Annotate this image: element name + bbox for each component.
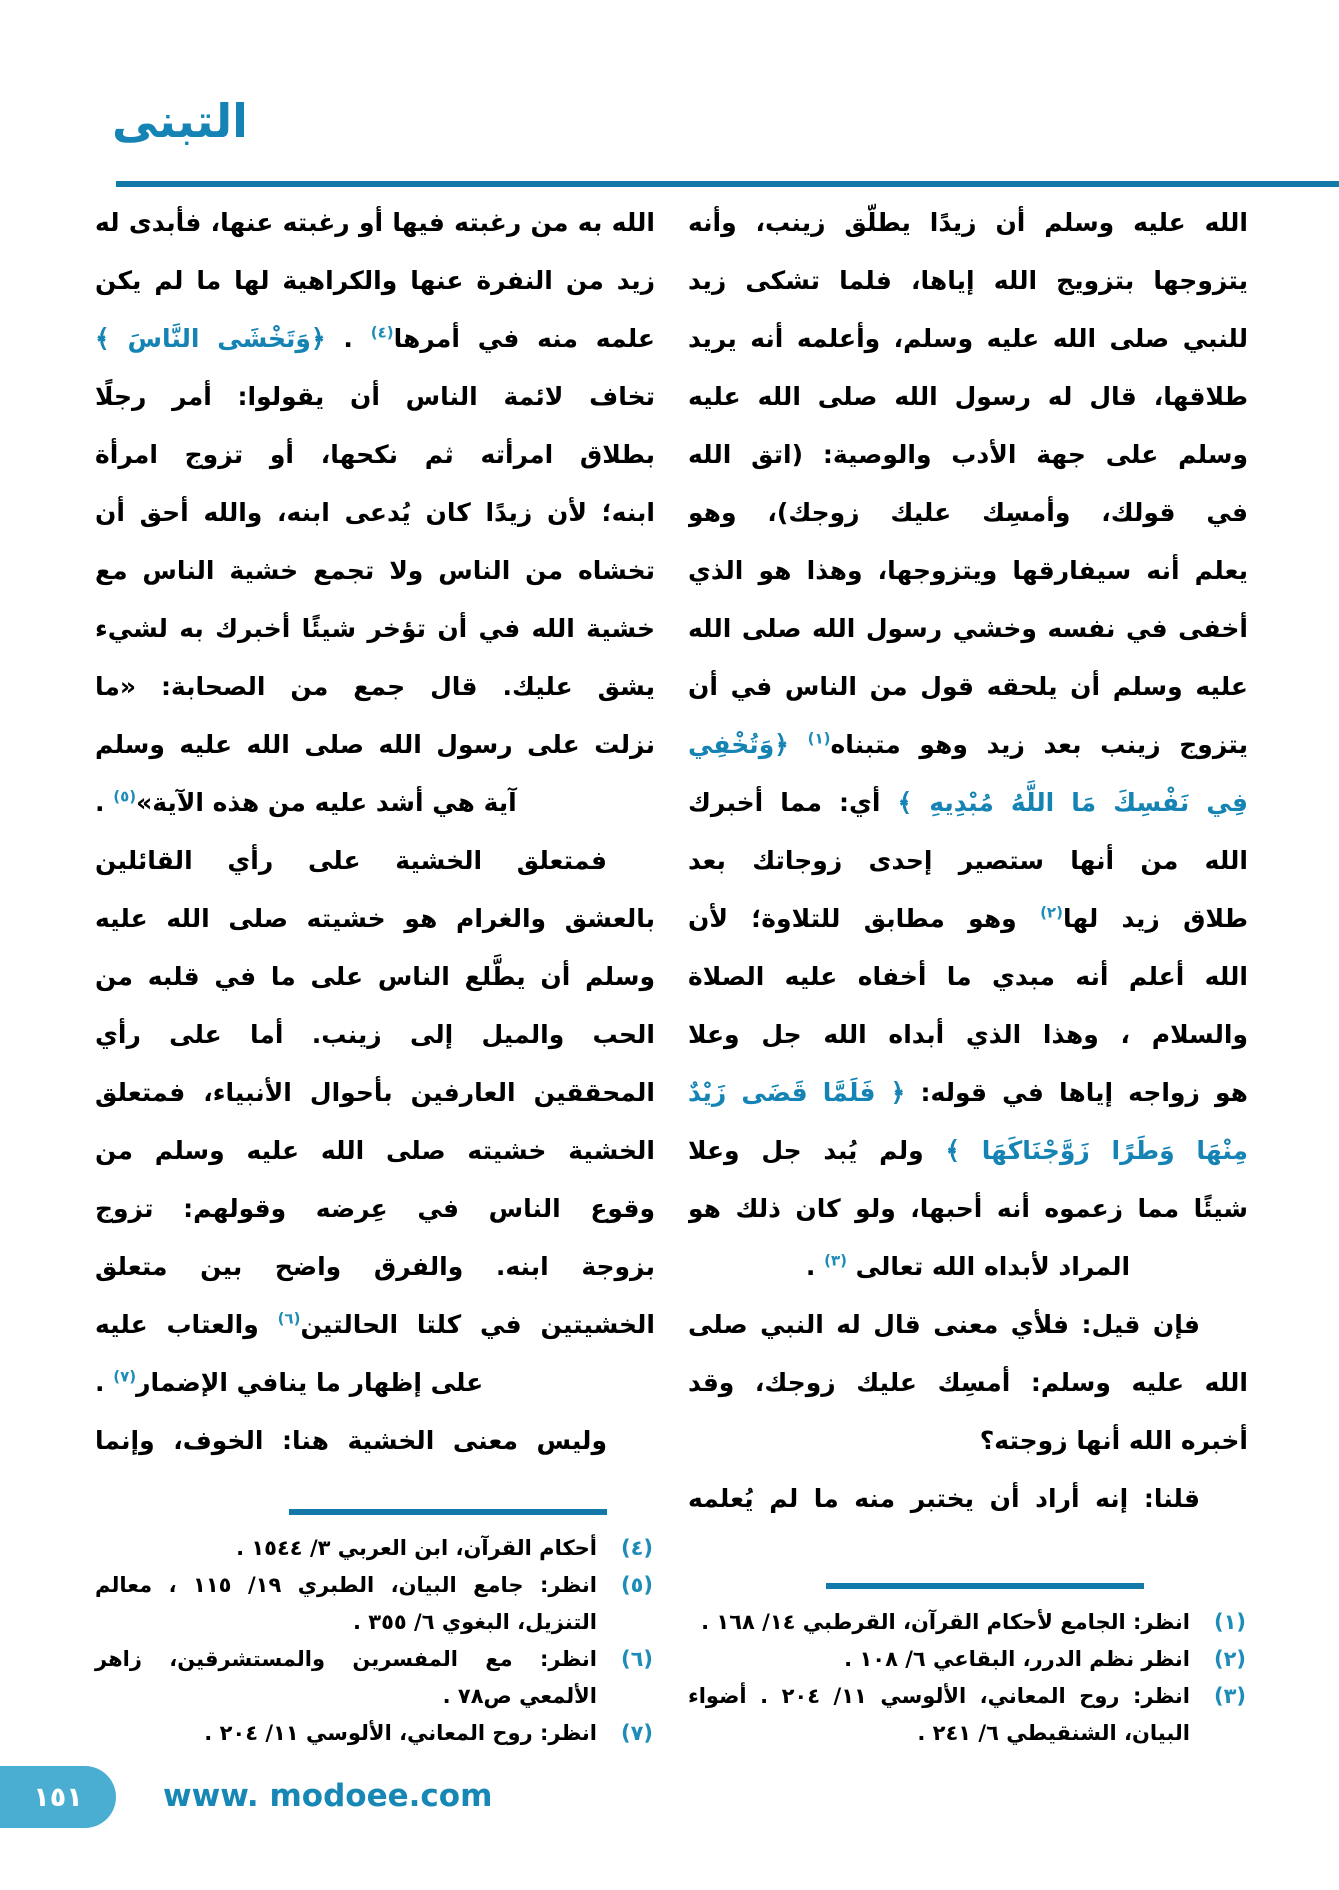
text-line	[95, 716, 655, 774]
body-text: هو زواجه إياها في قوله:	[905, 1078, 1248, 1107]
body-text: الله من أنها ستصير إحدى زوجاتك بعد	[688, 846, 1248, 875]
text-line	[95, 310, 655, 368]
body-text: وسلم أن يطَّلع الناس على ما في قلبه من	[95, 962, 655, 991]
footnote-number: (٥)	[620, 1573, 653, 1597]
footnote-ref: (٢)	[1040, 903, 1063, 922]
body-text: .	[95, 788, 114, 817]
text-line	[95, 1180, 655, 1238]
footnote-separator	[826, 1583, 1144, 1589]
footnote-entry	[95, 1567, 655, 1641]
body-text: أخفى في نفسه وخشي رسول الله صلى الله	[688, 614, 1248, 643]
text-line	[688, 426, 1248, 484]
body-text: على إظهار ما ينافي الإضمار	[136, 1368, 484, 1397]
body-text: وهو مطابق للتلاوة؛ لأن	[688, 904, 1041, 933]
body-text: خشية الله في أن تؤخر شيئًا أخبرك به لشيء	[95, 614, 655, 643]
body-text: والسلام ، وهذا الذي أبداه الله جل وعلا	[688, 1020, 1248, 1049]
footnote-separator	[289, 1509, 607, 1515]
text-line	[95, 1006, 655, 1064]
text-line	[688, 1412, 1248, 1470]
body-text: بزوجة ابنه. والفرق واضح بين متعلق	[95, 1252, 655, 1281]
footnote-text: انظر: مع المفسرين والمستشرقين، زاهر الألمعي ص٧٨ .	[95, 1647, 597, 1708]
text-line	[688, 1180, 1248, 1238]
text-line	[688, 1470, 1248, 1528]
text-line	[688, 1064, 1248, 1122]
text-line	[95, 542, 655, 600]
body-text	[789, 730, 808, 759]
text-line	[95, 1354, 655, 1412]
footnote-text: انظر: روح المعاني، الألوسي ١١/ ٢٠٤ . أضواء البيان، الشنقيطي ٦/ ٢٤١ .	[688, 1684, 1190, 1745]
body-text: المحققين العارفين بأحوال الأنبياء، فمتعلق	[95, 1078, 655, 1107]
body-text: الخشيتين في كلتا الحالتين	[300, 1310, 655, 1339]
column-right-footnotes	[688, 1583, 1248, 1752]
text-line	[688, 310, 1248, 368]
text-line	[95, 1122, 655, 1180]
body-text: أي: مما أخبرك	[688, 788, 898, 817]
body-text: الله عليه وسلم أن زيدًا يطلّق زينب، وأنه	[688, 208, 1248, 237]
footnote-text: أحكام القرآن، ابن العربي ٣/ ١٥٤٤ .	[236, 1536, 597, 1560]
text-line	[95, 774, 655, 832]
text-line	[688, 774, 1248, 832]
text-line	[95, 948, 655, 1006]
text-line	[95, 1412, 655, 1470]
footnote-number: (٣)	[1213, 1684, 1246, 1708]
text-line	[688, 658, 1248, 716]
footnote-entry	[95, 1715, 655, 1752]
page-number: ١٥١	[33, 1781, 83, 1813]
body-text: أخبره الله أنها زوجته؟	[979, 1426, 1248, 1455]
text-line	[95, 1296, 655, 1354]
text-line	[95, 658, 655, 716]
footnote-ref: (٣)	[824, 1251, 847, 1270]
body-text: في قولك، وأمسِك عليك زوجك)، وهو	[688, 498, 1248, 527]
body-text: شيئًا مما زعموه أنه أحبها، ولو كان ذلك هو	[688, 1194, 1248, 1223]
text-line	[95, 600, 655, 658]
text-line	[95, 1238, 655, 1296]
body-text: عليه وسلم أن يلحقه قول من الناس في أن	[688, 672, 1248, 701]
body-text: والعتاب عليه	[95, 1310, 278, 1339]
footnote-ref: (٦)	[277, 1309, 301, 1328]
quran-quote: مِنْهَا وَطَرًا زَوَّجْنَاكَهَا ﴾	[945, 1136, 1248, 1165]
text-line	[95, 832, 655, 890]
footnote-ref: (٥)	[113, 787, 137, 806]
column-left-body	[95, 194, 655, 1470]
text-line	[688, 948, 1248, 1006]
body-text: تخشاه من الناس ولا تجمع خشية الناس مع	[95, 556, 655, 585]
column-right	[688, 194, 1248, 1752]
body-text: تخاف لائمة الناس أن يقولوا: أمر رجلًا	[95, 382, 655, 411]
body-text: المراد لأبداه الله تعالى	[846, 1252, 1131, 1281]
body-text: الله به من رغبته فيها أو رغبته عنها، فأبدى له	[95, 208, 655, 237]
body-text: فإن قيل: فلأي معنى قال له النبي صلى	[688, 1310, 1200, 1339]
body-text: طلاق زيد لها	[1062, 904, 1248, 933]
website-url: www. modoee.com	[163, 1778, 493, 1814]
text-line	[688, 600, 1248, 658]
quran-quote: ﴿ فَلَمَّا قَضَى زَيْدٌ	[688, 1078, 906, 1107]
text-line	[688, 194, 1248, 252]
text-line	[95, 252, 655, 310]
footnote-number: (٢)	[1213, 1647, 1246, 1671]
footnote-entry	[688, 1641, 1248, 1678]
quran-quote: ﴿وَتُخْفِي	[688, 730, 789, 759]
body-text: للنبي صلى الله عليه وسلم، وأعلمه أنه يريد	[688, 324, 1248, 353]
body-text: يتزوجها بتزويج الله إياها، فلما تشكى زيد	[688, 266, 1248, 295]
text-line	[688, 484, 1248, 542]
body-text: الخشية خشيته صلى الله عليه وسلم من	[95, 1136, 655, 1165]
footnote-number: (١)	[1213, 1610, 1246, 1634]
text-line	[688, 1122, 1248, 1180]
body-text: الحب والميل إلى زينب. أما على رأي	[95, 1020, 655, 1049]
text-line	[688, 368, 1248, 426]
footnote-entry	[95, 1530, 655, 1567]
footnote-ref: (٧)	[113, 1367, 137, 1386]
footnote-number: (٤)	[620, 1536, 653, 1560]
footnote-entry	[95, 1641, 655, 1715]
body-text: بطلاق امرأته ثم نكحها، أو تزوج امرأة	[95, 440, 655, 469]
body-text: علمه منه في أمرها	[393, 324, 655, 353]
footnote-entry	[688, 1604, 1248, 1641]
body-text: يتزوج زينب بعد زيد وهو متبناه	[830, 730, 1248, 759]
page-header-title: التبنى	[112, 94, 248, 148]
body-text: ولم يُبد جل وعلا	[688, 1136, 946, 1165]
header-rule	[116, 181, 1339, 187]
footnote-text: انظر: الجامع لأحكام القرآن، القرطبي ١٤/ ١٦٨ .	[701, 1610, 1190, 1634]
text-line	[688, 1238, 1248, 1296]
quran-quote: ﴿وَتَخْشَى النَّاسَ ﴾	[95, 324, 326, 353]
footnote-ref: (١)	[807, 729, 831, 748]
body-text: زيد من النفرة عنها والكراهية لها ما لم يكن	[95, 266, 655, 295]
text-line	[95, 1064, 655, 1122]
quran-quote: فِي نَفْسِكَ مَا اللَّهُ مُبْدِيهِ ﴾	[897, 788, 1248, 817]
text-line	[95, 194, 655, 252]
footnote-text: انظر: روح المعاني، الألوسي ١١/ ٢٠٤ .	[204, 1721, 597, 1745]
body-text: ابنه؛ لأن زيدًا كان يُدعى ابنه، والله أحق أن	[95, 498, 655, 527]
column-left	[95, 194, 655, 1752]
body-text: آية هي أشد عليه من هذه الآية»	[136, 788, 517, 817]
footnote-number: (٦)	[620, 1647, 653, 1671]
body-text: طلاقها، قال له رسول الله صلى الله عليه	[688, 382, 1248, 411]
body-text: .	[95, 1368, 114, 1397]
text-line	[688, 252, 1248, 310]
body-text: .	[805, 1252, 825, 1281]
body-text: قلنا: إنه أراد أن يختبر منه ما لم يُعلمه	[688, 1484, 1200, 1513]
column-right-body	[688, 194, 1248, 1528]
body-text: وسلم على جهة الأدب والوصية: (اتق الله	[688, 440, 1248, 469]
body-text: فمتعلق الخشية على رأي القائلين	[95, 846, 607, 875]
page-number-tab	[0, 1766, 116, 1828]
text-line	[688, 1006, 1248, 1064]
text-line	[95, 484, 655, 542]
body-text: يشق عليك. قال جمع من الصحابة: «ما	[95, 672, 655, 701]
footnote-text: انظر: جامع البيان، الطبري ١٩/ ١١٥ ، معالم التنزيل، البغوي ٦/ ٣٥٥ .	[95, 1573, 597, 1634]
text-line	[688, 1354, 1248, 1412]
body-text: الله عليه وسلم: أمسِك عليك زوجك، وقد	[688, 1368, 1248, 1397]
footnote-number: (٧)	[620, 1721, 653, 1745]
footnote-ref: (٤)	[370, 323, 394, 342]
body-text: الله أعلم أنه مبدي ما أخفاه عليه الصلاة	[688, 962, 1248, 991]
column-left-footnotes	[95, 1509, 655, 1752]
text-line	[688, 716, 1248, 774]
body-text: وليس معنى الخشية هنا: الخوف، وإنما	[95, 1426, 607, 1455]
body-text: .	[325, 324, 371, 353]
body-text: بالعشق والغرام هو خشيته صلى الله عليه	[95, 904, 655, 933]
text-line	[95, 426, 655, 484]
text-line	[95, 890, 655, 948]
text-line	[95, 368, 655, 426]
body-text: نزلت على رسول الله صلى الله عليه وسلم	[95, 730, 655, 759]
body-text: يعلم أنه سيفارقها ويتزوجها، وهذا هو الذي	[688, 556, 1248, 585]
footnote-entry	[688, 1678, 1248, 1752]
text-line	[688, 832, 1248, 890]
text-line	[688, 1296, 1248, 1354]
text-line	[688, 542, 1248, 600]
body-text: وقوع الناس في عِرضه وقولهم: تزوج	[95, 1194, 655, 1223]
text-columns	[95, 194, 1248, 1752]
text-line	[688, 890, 1248, 948]
footnote-text: انظر نظم الدرر، البقاعي ٦/ ١٠٨ .	[844, 1647, 1190, 1671]
